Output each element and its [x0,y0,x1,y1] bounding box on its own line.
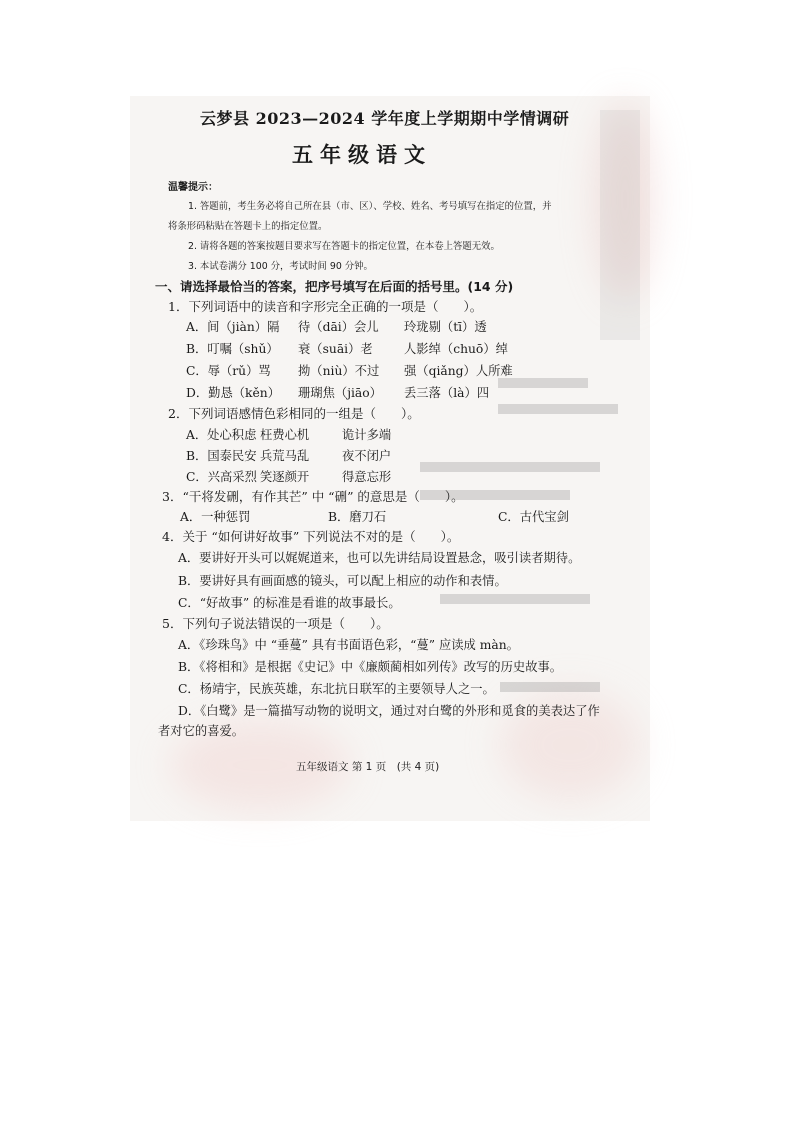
bleed-through-line [420,462,600,472]
option-text: A．要讲好开头可以娓娓道来，也可以先讲结局设置悬念，吸引读者期待。 [178,551,581,565]
bleed-through-line [498,378,588,388]
bleed-through-line [498,404,618,414]
tip-line: 1. 答题前，考生务必将自己所在县（市、区）、学校、姓名、考号填写在指定的位置，并 [188,201,552,212]
option-text: 玲珑剔（tī）透 [404,320,487,334]
page-footer: 五年级语文 第 1 页 (共 4 页) [296,761,440,773]
option-text: B．要讲好具有画面感的镜头，可以配上相应的动作和表情。 [178,574,507,588]
option-text: A．一种惩罚 [180,510,251,524]
bleed-through-block [600,110,640,340]
tip-line: 3. 本试卷满分 100 分，考试时间 90 分钟。 [188,261,373,272]
option-text: A．间（jiàn）隔 [186,320,280,334]
option-text: 待（dāi）会儿 [298,320,379,334]
option-text: 诡计多端 [342,428,392,442]
option-text: A．处心积虑 [186,428,257,442]
question-stem: 5．下列句子说法错误的一项是（ ）。 [162,616,389,631]
option-text: 强（qiǎng）人所难 [404,364,513,378]
bleed-through-line [440,594,590,604]
option-text: C．杨靖宇，民族英雄，东北抗日联军的主要领导人之一。 [178,682,495,696]
option-text: 兵荒马乱 [260,449,310,463]
option-text: B．叮嘱（shǔ） [186,342,279,356]
option-text: 枉费心机 [260,428,310,442]
option-text: C．“好故事” 的标准是看谁的故事最长。 [178,596,401,610]
option-text: 人影绰（chuō）绰 [404,342,508,356]
tip-line: 2. 请将各题的答案按题目要求写在答题卡的指定位置，在本卷上答题无效。 [188,241,500,252]
option-text: D．勤恳（kěn） [186,386,280,400]
exam-subtitle: 五年级语文 [292,142,432,167]
option-text: B．磨刀石 [328,510,387,524]
option-text: 拗（niù）不过 [298,364,380,378]
question-stem: 1．下列词语中的读音和字形完全正确的一项是（ ）。 [168,299,483,314]
question-stem: 4．关于 “如何讲好故事” 下列说法不对的是（ ）。 [162,529,460,544]
option-text: 得意忘形 [342,470,392,484]
option-text: 笑逐颜开 [260,470,310,484]
option-text: B．《将相和》是根据《史记》中《廉颇蔺相如列传》改写的历史故事。 [178,660,563,674]
option-text: A．《珍珠鸟》中 “垂蔓” 具有书面语色彩，“蔓” 应读成 màn。 [178,638,519,652]
option-text: C．辱（rǔ）骂 [186,364,271,378]
tip-line: 将条形码粘贴在答题卡上的指定位置。 [168,221,328,232]
option-text: 夜不闭户 [342,449,392,463]
option-text: 衰（suāi）老 [298,342,373,356]
option-text: 珊瑚焦（jiāo） [298,386,382,400]
bleed-through-line [500,682,600,692]
question-stem: 3．“干将发硎，有作其芒” 中 “硎” 的意思是（ ）。 [162,489,464,504]
option-text: B．国泰民安 [186,449,257,463]
section-heading: 一、请选择最恰当的答案，把序号填写在后面的括号里。(14 分) [155,279,514,294]
exam-title: 云梦县 2023—2024 学年度上学期期中学情调研 [200,109,570,128]
option-text: 丢三落（là）四 [404,386,490,400]
option-text: C．古代宝剑 [498,510,569,524]
question-stem: 2．下列词语感情色彩相同的一组是（ ）。 [168,406,420,421]
option-text: D．《白鹭》是一篇描写动物的说明文，通过对白鹭的外形和觅食的美表达了作 [178,704,600,718]
option-text: C．兴高采烈 [186,470,257,484]
option-text: 者对它的喜爱。 [158,724,245,738]
tips-heading: 温馨提示： [168,182,218,193]
